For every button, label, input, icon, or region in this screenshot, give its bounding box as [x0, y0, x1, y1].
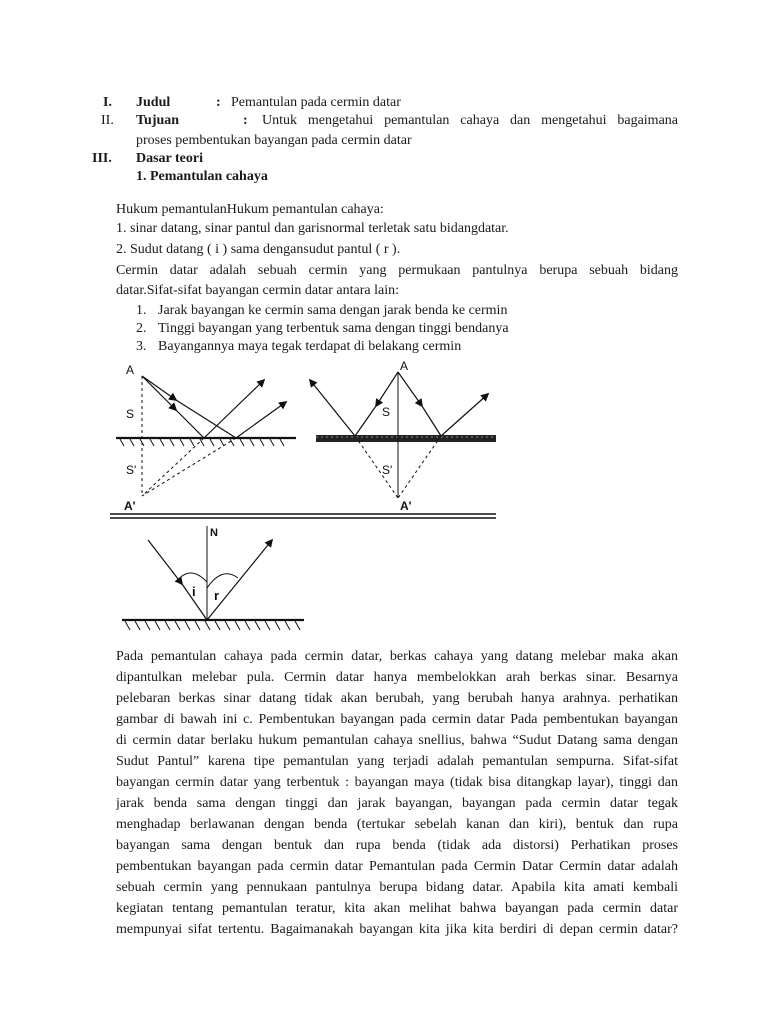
tujuan-line-2: proses pembentukan bayangan pada cermin datar — [136, 133, 412, 148]
judul-label: Judul — [136, 95, 171, 110]
paragraph-line-8: jarak benda sama dengan tinggi dan jarak bayangan, bayangan pada cermin datar tegak — [116, 796, 678, 811]
paragraph-line-6: Sudut Pantul” karena tipe pemantulan yang terjadi adalah pemantulan sempurna. Sifat-sifat — [116, 754, 678, 769]
mirror-hatching-normal — [125, 621, 300, 630]
label-S-left: S — [126, 407, 135, 421]
figure-left-image-formation — [116, 363, 296, 513]
figure-right-image-formation — [310, 359, 496, 513]
label-r: r — [214, 588, 220, 603]
paragraph-line-7: bayangan cermin datar yang terbentuk : bayangan maya (tidak bisa ditangkap layar), tinggi dan — [116, 775, 678, 790]
reflected-ray-2-left — [236, 402, 286, 438]
hukum-heading: Hukum pemantulanHukum pemantulan cahaya: — [116, 202, 384, 217]
paragraph-line-3: pelebaran berkas sinar datang tidak akan berubah, yang berubah hanya arahnya. perhatikan — [116, 691, 678, 706]
incident-ray-1b-left — [176, 410, 204, 438]
sifat-num-1: 1. — [136, 303, 147, 318]
sifat-item-1: Jarak bayangan ke cermin sama dengan jarak benda ke cermin — [158, 303, 508, 318]
incident-ray-1-right — [376, 372, 398, 406]
sifat-num-2: 2. — [136, 321, 147, 336]
paragraph-line-10: bayangan sama dengan bentuk dan rupa benda (tidak ada distorsi) Perhatikan proses — [116, 838, 678, 853]
tujuan-line-1: Untuk mengetahui pemantulan cahaya dan mengetahui bagaimana — [262, 113, 678, 128]
incident-ray-normal — [148, 540, 182, 584]
angle-arc-i — [176, 573, 207, 582]
paragraph-line-1: Pada pemantulan cahaya pada cermin datar, berkas cahaya yang datang melebar maka akan — [116, 649, 678, 664]
label-S-prime-left: S' — [126, 463, 137, 477]
label-A-prime-left: A' — [124, 499, 136, 513]
outline-num-3: III. — [92, 151, 112, 166]
angle-arc-r — [207, 574, 238, 588]
paragraph-line-11: pembentukan bayangan pada cermin datar Pemantulan pada Cermin Datar Cermin datar adalah — [116, 859, 678, 874]
tujuan-label: Tujuan — [136, 113, 180, 128]
cermin-line-1: Cermin datar adalah sebuah cermin yang permukaan pantulnya berupa sebuah bidang — [116, 263, 678, 278]
reflected-ray-1-right — [310, 380, 355, 436]
subheading-pemantulan: 1. Pemantulan cahaya — [136, 169, 268, 184]
virtual-ray-2-left — [142, 438, 236, 496]
sifat-num-3: 3. — [136, 339, 147, 354]
label-A-left: A — [126, 363, 135, 377]
paragraph-line-13: kegiatan tentang pemantulan teratur, kita akan melihat bahwa bayangan pada cermin datar — [116, 901, 678, 916]
paragraph-line-12: sebuah cermin yang pennukaan pantulnya berupa bidang datar. Apabila kita amati kembali — [116, 880, 678, 895]
reflected-ray-normal — [207, 540, 272, 620]
incident-ray-2-left — [142, 376, 176, 400]
outline-num-1: I. — [103, 95, 112, 110]
paragraph-line-14: mempunyai sifat tertentu. Bagaimanakah bayangan kita jika kita berdiri di depan cermin datar? — [116, 922, 678, 937]
tujuan-colon: : — [243, 113, 248, 128]
figure-incidence-reflection — [122, 526, 304, 630]
paragraph-line-9: menghadap berlawanan dengan benda (tertukar sebelah kanan dan kiri), bentuk dan rupa — [116, 817, 678, 832]
virtual-ray-2-right — [398, 436, 441, 498]
label-A-prime-right: A' — [400, 499, 412, 513]
sifat-item-3: Bayangannya maya tegak terdapat di belakang cermin — [158, 339, 462, 354]
label-N: N — [210, 527, 218, 539]
hukum-item-2: 2. Sudut datang ( i ) sama dengansudut pantul ( r ). — [116, 242, 401, 257]
paragraph-line-2: dipantulkan melebar pula. Cermin datar hanya membelokkan arah berkas sinar. Besarnya — [116, 670, 678, 685]
label-A-right: A — [400, 359, 409, 373]
mirror-surface-right — [316, 435, 496, 442]
sifat-item-2: Tinggi bayangan yang terbentuk sama dengan tinggi bendanya — [158, 321, 509, 336]
judul-value: Pemantulan pada cermin datar — [231, 95, 401, 110]
paragraph-line-5: di cermin datar berlaku hukum pemantulan cahaya snellius, bahwa “Sudut Datang sama dengan — [116, 733, 678, 748]
incident-ray-2-right — [398, 372, 422, 406]
hukum-item-1: 1. sinar datang, sinar pantul dan garisnormal terletak satu bidangdatar. — [116, 221, 509, 236]
cermin-line-2: datar.Sifat-sifat bayangan cermin datar antara lain: — [116, 283, 399, 298]
outline-num-2: II. — [101, 113, 114, 128]
judul-colon: : — [216, 95, 221, 110]
paragraph-line-4: gambar di bawah ini c. Pembentukan bayangan pada cermin datar Pada pembentukan bayangan — [116, 712, 678, 727]
incident-ray-1-left — [142, 376, 176, 410]
label-i: i — [192, 584, 196, 599]
dasar-teori-label: Dasar teori — [136, 151, 203, 166]
label-S-right: S — [382, 405, 391, 419]
reflected-ray-1-left — [204, 380, 264, 438]
virtual-ray-1-left — [142, 438, 204, 496]
label-S-prime-right: S' — [382, 463, 393, 477]
reflected-ray-2-right — [441, 394, 488, 436]
